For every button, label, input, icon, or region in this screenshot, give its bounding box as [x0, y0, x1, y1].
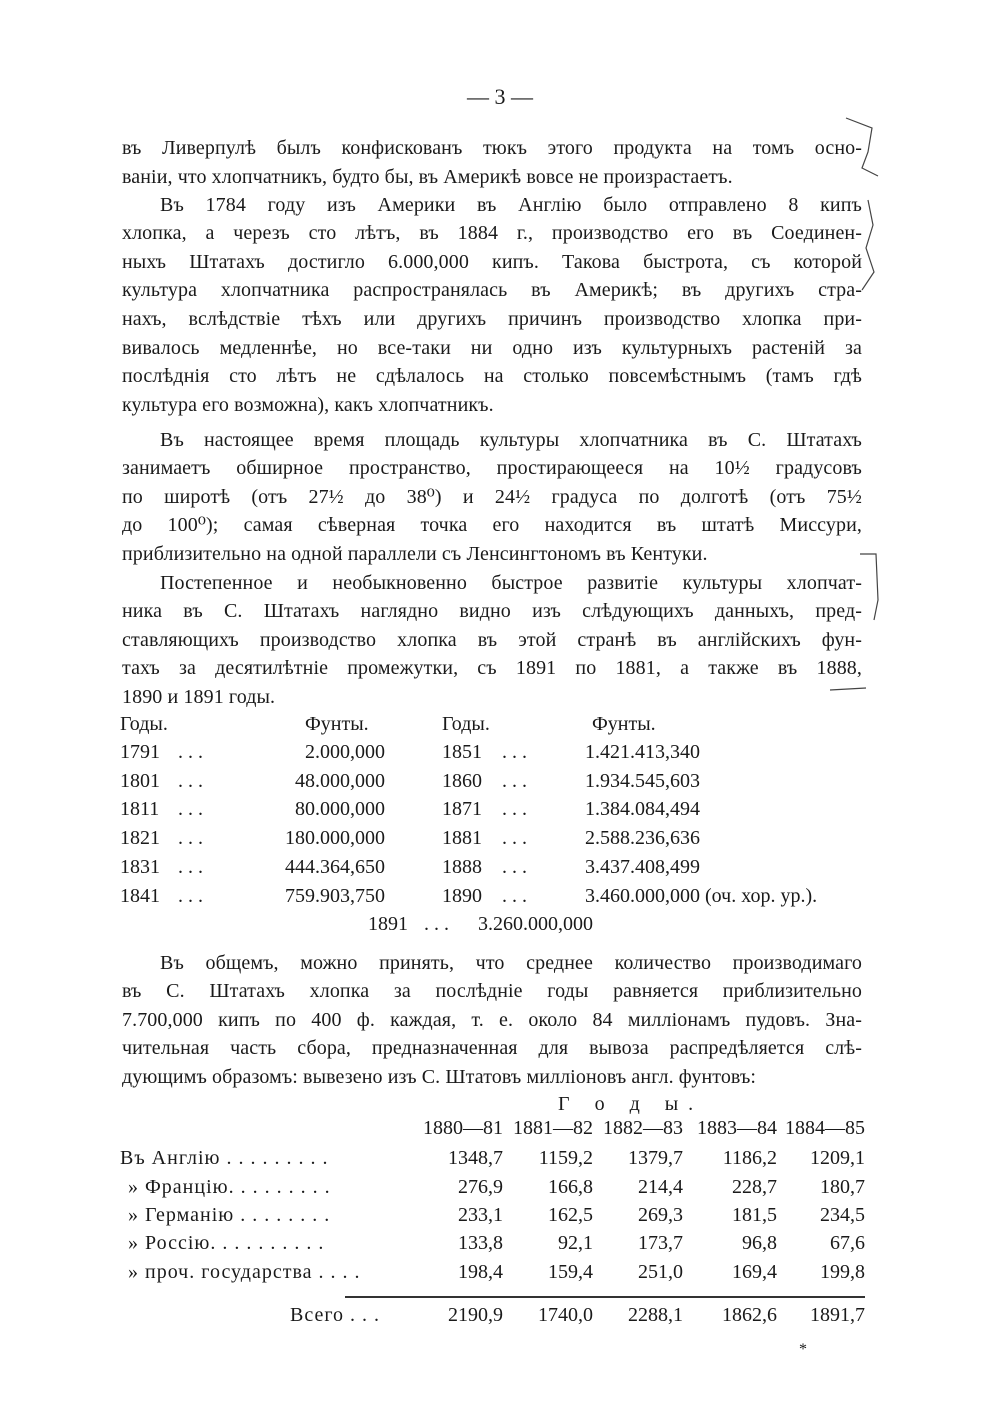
- dots: . . .: [178, 885, 203, 907]
- text-line: послѣднія сто лѣтъ не сдѣлалось на столько повсемѣстнымъ (тамъ гдѣ: [122, 365, 862, 387]
- text-line: въ С. Штатахъ хлопка за послѣдніе годы равняется приблизительно: [122, 980, 862, 1002]
- row-label: » Германію . . . . . . . .: [128, 1204, 331, 1226]
- column-header: 1880—81: [423, 1117, 503, 1139]
- value-cell: 1159,2: [538, 1147, 593, 1169]
- value-cell: 234,5: [820, 1204, 865, 1226]
- text-line: Постепенное и необыкновенно быстрое развитіе культуры хлопчат-: [160, 572, 862, 594]
- year-cell: 1821: [120, 827, 160, 849]
- value-cell: 159,4: [548, 1261, 593, 1283]
- year-cell: 1801: [120, 770, 160, 792]
- column-header: 1883—84: [697, 1117, 777, 1139]
- text-line: ника въ С. Штатахъ наглядно видно изъ слѣдующихъ данныхъ, пред-: [122, 600, 862, 622]
- text-line: культура его возможна), какъ хлопчатникъ.: [122, 394, 494, 416]
- value-cell: 181,5: [732, 1204, 777, 1226]
- dots: . . .: [178, 741, 203, 763]
- value-cell: 92,1: [558, 1232, 593, 1254]
- text-line: чительная часть сбора, предназначенная для вывоза распредѣляется слѣ-: [122, 1037, 862, 1059]
- dots: . . .: [502, 770, 527, 792]
- total-value: 1891,7: [810, 1304, 865, 1326]
- value-cell: 199,8: [820, 1261, 865, 1283]
- pounds-cell: 180.000,000: [285, 827, 385, 849]
- pounds-cell: 48.000,000: [295, 770, 385, 792]
- value-cell: 180,7: [820, 1176, 865, 1198]
- year-cell: 1851: [442, 741, 482, 763]
- value-cell: 133,8: [458, 1232, 503, 1254]
- year-cell: 1831: [120, 856, 160, 878]
- pounds-cell: 2.588.236,636: [585, 827, 700, 849]
- pounds-cell: 80.000,000: [295, 798, 385, 820]
- value-cell: 169,4: [732, 1261, 777, 1283]
- row-label: » Россію. . . . . . . . . .: [128, 1232, 325, 1254]
- text-line: приблизительно на одной параллели съ Ленсингтономъ въ Кентуки.: [122, 543, 708, 565]
- group-header: Г о д ы.: [558, 1093, 704, 1115]
- text-line: занимаетъ обширное пространство, простирающееся на 10½ градусовъ: [122, 457, 862, 479]
- year-cell: 1811: [120, 798, 160, 820]
- value-cell: 233,1: [458, 1204, 503, 1226]
- value-cell: 1209,1: [810, 1147, 865, 1169]
- total-value: 1862,6: [722, 1304, 777, 1326]
- year-cell: 1791: [120, 741, 160, 763]
- table-header: Фунты.: [305, 713, 369, 735]
- pounds-cell: 2.000,000: [305, 741, 385, 763]
- dots: . . .: [178, 827, 203, 849]
- dots: . . .: [502, 798, 527, 820]
- text-line: тахъ за десятилѣтніе промежутки, съ 1891 по 1881, а также въ 1888,: [122, 657, 862, 679]
- year-cell: 1841: [120, 885, 160, 907]
- column-header: 1882—83: [603, 1117, 683, 1139]
- total-value: 2288,1: [628, 1304, 683, 1326]
- row-label: » проч. государства . . . .: [128, 1261, 361, 1283]
- pounds-cell: 1.421.413,340: [585, 741, 700, 763]
- dots: . . .: [502, 827, 527, 849]
- column-header: 1884—85: [785, 1117, 865, 1139]
- pounds-cell: 3.437.408,499: [585, 856, 700, 878]
- value-cell: 96,8: [742, 1232, 777, 1254]
- value-cell: 166,8: [548, 1176, 593, 1198]
- dots: . . .: [424, 913, 449, 935]
- year-cell: 1891: [368, 913, 408, 935]
- value-cell: 214,4: [638, 1176, 683, 1198]
- text-line: въ Ливерпулѣ былъ конфискованъ тюкъ этого продукта на томъ осно-: [122, 137, 862, 159]
- total-value: 1740,0: [538, 1304, 593, 1326]
- text-line: по широтѣ (отъ 27½ до 38⁰) и 24½ градуса по долготѣ (отъ 75½: [122, 486, 862, 508]
- text-line: вивалось медленнѣе, но все-таки ни одно изъ культурныхъ растеній за: [122, 337, 862, 359]
- column-header: 1881—82: [513, 1117, 593, 1139]
- row-label: » Францію. . . . . . . . .: [128, 1176, 331, 1198]
- value-cell: 1379,7: [628, 1147, 683, 1169]
- value-cell: 1186,2: [722, 1147, 777, 1169]
- pounds-cell: 444.364,650: [285, 856, 385, 878]
- text-line: дующимъ образомъ: вывезено изъ С. Штатовъ милліоновъ англ. фунтовъ:: [122, 1066, 757, 1088]
- pounds-cell: 1.934.545,603: [585, 770, 700, 792]
- dots: . . .: [178, 856, 203, 878]
- text-line: 1890 и 1891 годы.: [122, 686, 276, 708]
- value-cell: 251,0: [638, 1261, 683, 1283]
- text-line: ставляющихъ производство хлопка въ этой странѣ въ англійскихъ фун-: [122, 629, 862, 651]
- table-header: Фунты.: [592, 713, 656, 735]
- pounds-cell: 3.260.000,000: [478, 913, 593, 935]
- total-value: 2190,9: [448, 1304, 503, 1326]
- text-line: до 100⁰); самая сѣверная точка его находится въ штатѣ Миссури,: [122, 514, 862, 536]
- pounds-cell: 1.384.084,494: [585, 798, 700, 820]
- value-cell: 162,5: [548, 1204, 593, 1226]
- text-line: Въ 1784 году изъ Америки въ Англію было отправлено 8 кипъ: [160, 194, 862, 216]
- text-line: 7.700,000 кипъ по 400 ф. каждая, т. е. около 84 милліонамъ пудовъ. Зна-: [122, 1009, 862, 1031]
- value-cell: 67,6: [830, 1232, 865, 1254]
- year-cell: 1888: [442, 856, 482, 878]
- dots: . . .: [178, 770, 203, 792]
- year-cell: 1890: [442, 885, 482, 907]
- value-cell: 1348,7: [448, 1147, 503, 1169]
- pounds-cell: 759.903,750: [285, 885, 385, 907]
- text-line: нахъ, вслѣдствіе тѣхъ или другихъ причинъ производство хлопка при-: [122, 308, 862, 330]
- dots: . . .: [502, 856, 527, 878]
- text-line: ныхъ Штатахъ достигло 6.000,000 кипъ. Такова быстрота, съ которой: [122, 251, 862, 273]
- value-cell: 173,7: [638, 1232, 683, 1254]
- text-line: культура хлопчатника распространялась въ Америкѣ; въ другихъ стра-: [122, 279, 862, 301]
- value-cell: 198,4: [458, 1261, 503, 1283]
- text-line: хлопка, а черезъ сто лѣтъ, въ 1884 г., производство его въ Соединен-: [122, 222, 862, 244]
- text-line: Въ настоящее время площадь культуры хлопчатника въ С. Штатахъ: [160, 429, 862, 451]
- text-line: Въ общемъ, можно принять, что среднее количество производимаго: [160, 952, 862, 974]
- value-cell: 228,7: [732, 1176, 777, 1198]
- value-cell: 269,3: [638, 1204, 683, 1226]
- signature-mark: *: [799, 1341, 807, 1358]
- total-label: Всего . . .: [290, 1304, 381, 1326]
- table-header: Годы.: [120, 713, 168, 735]
- value-cell: 276,9: [458, 1176, 503, 1198]
- text-line: ваніи, что хлопчатникъ, будто бы, въ Америкѣ вовсе не произрастаетъ.: [122, 166, 733, 188]
- dots: . . .: [178, 798, 203, 820]
- pounds-cell: 3.460.000,000 (оч. хор. ур.).: [585, 885, 818, 907]
- dots: . . .: [502, 741, 527, 763]
- row-label: Въ Англію . . . . . . . . .: [120, 1147, 329, 1169]
- dots: . . .: [502, 885, 527, 907]
- year-cell: 1881: [442, 827, 482, 849]
- table-header: Годы.: [442, 713, 490, 735]
- page-number: — 3 —: [467, 84, 533, 109]
- year-cell: 1860: [442, 770, 482, 792]
- year-cell: 1871: [442, 798, 482, 820]
